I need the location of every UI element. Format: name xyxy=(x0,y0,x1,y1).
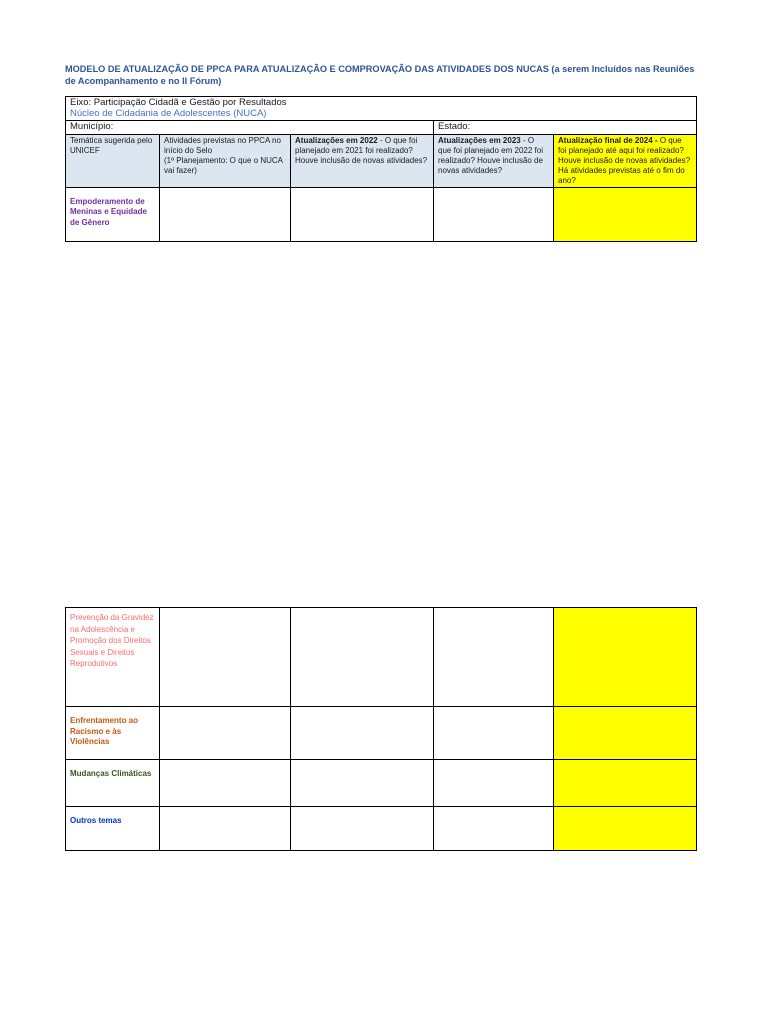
header-atividades-line1: Atividades previstas no PPCA no início do Selo xyxy=(164,135,281,155)
cell-2022[interactable] xyxy=(291,707,434,760)
cell-2022[interactable] xyxy=(291,187,434,241)
cell-2024[interactable] xyxy=(554,707,697,760)
eixo-label: Eixo: Participação Cidadã e Gestão por Resultados xyxy=(70,97,287,108)
header-atividades xyxy=(160,134,291,187)
theme-empoderamento: Empoderamento de Meninas e Equidade de Gênero xyxy=(66,187,160,241)
table-row xyxy=(66,707,697,760)
eixo-cell[interactable] xyxy=(66,97,697,121)
table-row xyxy=(66,807,697,851)
header-2023-text: - O que foi planejado em 2022 foi realizado? Houve inclusão de novas atividades? xyxy=(438,135,543,175)
theme-gravidez: Prevenção da Gravidez na Adolescência e Promoção dos Direitos Sexuais e Direitos Reprodutivos xyxy=(66,608,160,707)
nucleo-label: Núcleo de Cidadania de Adolescentes (NUCA) xyxy=(70,107,267,119)
cell-atividades[interactable] xyxy=(160,187,291,241)
header-2023-bold: Atualizações em 2023 xyxy=(438,135,521,145)
cell-2023[interactable] xyxy=(434,608,554,707)
ppca-table-top xyxy=(65,96,697,242)
cell-2024[interactable] xyxy=(554,760,697,807)
estado-cell[interactable]: Estado: xyxy=(434,121,697,135)
cell-2023[interactable] xyxy=(434,760,554,807)
eixo-row xyxy=(66,97,697,121)
table-row xyxy=(66,608,697,707)
header-2022 xyxy=(291,134,434,187)
theme-mudancas-climaticas: Mudanças Climáticas xyxy=(66,760,160,807)
header-2024-text: O que foi planejado até aqui foi realizado? Houve inclusão de novas atividades? Há atividades previstas até o fim do ano? xyxy=(558,135,691,185)
cell-2024[interactable] xyxy=(554,187,697,241)
header-2022-text: - O que foi planejado em 2021 foi realizado? Houve inclusão de novas atividades? xyxy=(295,135,428,165)
cell-atividades[interactable] xyxy=(160,807,291,851)
theme-racismo: Enfrentamento ao Racismo e às Violências xyxy=(66,707,160,760)
ppca-table-bottom xyxy=(65,607,697,851)
header-atividades-line2: (1º Planejamento: O que o NUCA vai fazer) xyxy=(164,155,283,175)
header-row xyxy=(66,134,697,187)
cell-atividades[interactable] xyxy=(160,760,291,807)
municipio-cell[interactable]: Município: xyxy=(66,121,434,135)
header-2024-bold: Atualização final de 2024 - xyxy=(558,135,658,145)
header-2024 xyxy=(554,134,697,187)
cell-2023[interactable] xyxy=(434,187,554,241)
cell-2023[interactable] xyxy=(434,807,554,851)
cell-2023[interactable] xyxy=(434,707,554,760)
theme-outros-temas: Outros temas xyxy=(66,807,160,851)
cell-atividades[interactable] xyxy=(160,608,291,707)
location-row xyxy=(66,121,697,135)
cell-2022[interactable] xyxy=(291,807,434,851)
header-2022-bold: Atualizações em 2022 xyxy=(295,135,378,145)
document-title: MODELO DE ATUALIZAÇÃO DE PPCA PARA ATUALIZAÇÃO E COMPROVAÇÃO DAS ATIVIDADES DOS NUCAS (a serem Incluídos nas Reuniões de Acompanhamento e no II Fórum) xyxy=(65,64,695,86)
header-2023 xyxy=(434,134,554,187)
cell-2022[interactable] xyxy=(291,608,434,707)
table-row xyxy=(66,187,697,241)
cell-2024[interactable] xyxy=(554,807,697,851)
table-row xyxy=(66,760,697,807)
cell-2022[interactable] xyxy=(291,760,434,807)
cell-2024[interactable] xyxy=(554,608,697,707)
header-tematica: Temática sugerida pelo UNICEF xyxy=(66,134,160,187)
cell-atividades[interactable] xyxy=(160,707,291,760)
